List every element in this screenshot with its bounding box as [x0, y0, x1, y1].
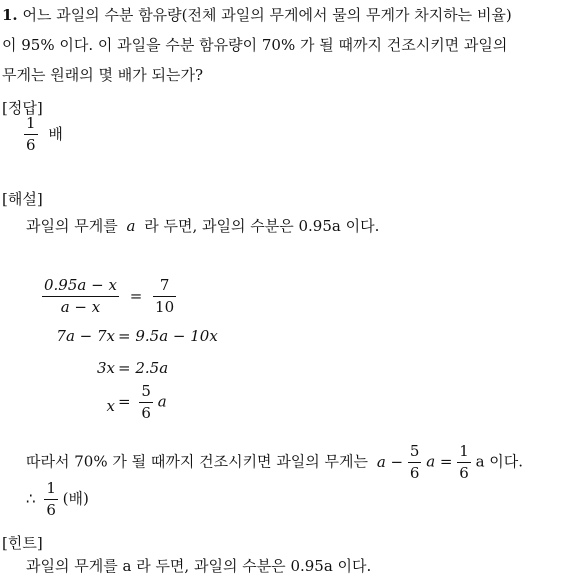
equation-4-denominator: 6 [141, 404, 151, 422]
equation-4-left: x [106, 397, 115, 415]
answer-header: [정답] [2, 99, 43, 117]
final-denominator: 6 [46, 501, 56, 519]
solution-header: [해설] [2, 190, 43, 208]
equation-4-fraction [139, 384, 153, 421]
equation-4-equals: = [118, 392, 131, 411]
hint-header: [힌트] [2, 534, 43, 552]
equation-1-right-numerator: 7 [159, 276, 170, 294]
equation-1-left-fraction [42, 278, 119, 315]
solution-intro-var: a [126, 217, 136, 235]
equation-3-right: = 2.5a [118, 359, 169, 377]
solution-intro-post: 라 두면, 과일의 수분은 0.95a 이다. [144, 217, 380, 235]
answer-unit: 배 [48, 124, 63, 143]
final-fraction [44, 481, 58, 518]
conclusion-mid: a = [426, 452, 453, 471]
equation-1 [42, 278, 176, 315]
conclusion-a: a − [376, 452, 404, 471]
question-line-1 [2, 0, 512, 30]
equation-1-right-denominator: 10 [155, 298, 175, 316]
equation-1-denominator: a − x [60, 298, 101, 316]
question-line-3: 무게는 원래의 몇 배가 되는가? [2, 66, 203, 84]
conclusion-denominator-1: 6 [409, 464, 420, 482]
conclusion-text: 따라서 70% 가 될 때까지 건조시키면 과일의 무게는 [26, 452, 369, 471]
equation-4-numerator: 5 [141, 382, 151, 400]
conclusion-numerator-2: 1 [459, 442, 469, 460]
answer-fraction [24, 116, 38, 153]
equation-2-left: 7a − 7x [56, 327, 115, 345]
equation-2-right: = 9.5a − 10x [118, 327, 218, 345]
solution-final [26, 481, 89, 518]
question-number: 1. [2, 6, 18, 24]
conclusion-post: a 이다. [475, 452, 524, 471]
conclusion-denominator-2: 6 [459, 464, 469, 482]
answer-denominator: 6 [26, 136, 36, 154]
equation-1-equals: = [129, 286, 143, 305]
solution-intro [26, 215, 379, 236]
answer-numerator: 1 [26, 114, 36, 132]
conclusion-numerator-1: 5 [409, 442, 420, 460]
equation-1-right-fraction [153, 278, 176, 315]
equation-3-left: 3x [96, 359, 115, 377]
conclusion-fraction-2 [457, 444, 471, 481]
conclusion-fraction-1 [408, 444, 422, 481]
question-text-1: 어느 과일의 수분 함유량(전체 과일의 무게에서 물의 무게가 차지하는 비율) [22, 6, 512, 24]
equation-1-numerator: 0.95a − x [44, 276, 117, 294]
solution-intro-pre: 과일의 무게를 [26, 217, 118, 235]
equation-4-right [118, 384, 167, 421]
solution-conclusion [26, 444, 523, 481]
final-unit: (배) [62, 489, 89, 508]
equation-4-var: a [157, 392, 167, 411]
question-line-2: 이 95% 이다. 이 과일을 수분 함유량이 70% 가 될 때까지 건조시키면 과일의 [2, 36, 508, 54]
therefore-symbol: ∴ [26, 489, 36, 508]
final-numerator: 1 [46, 479, 56, 497]
answer-value [24, 116, 63, 153]
hint-text: 과일의 무게를 a 라 두면, 과일의 수분은 0.95a 이다. [26, 557, 372, 575]
